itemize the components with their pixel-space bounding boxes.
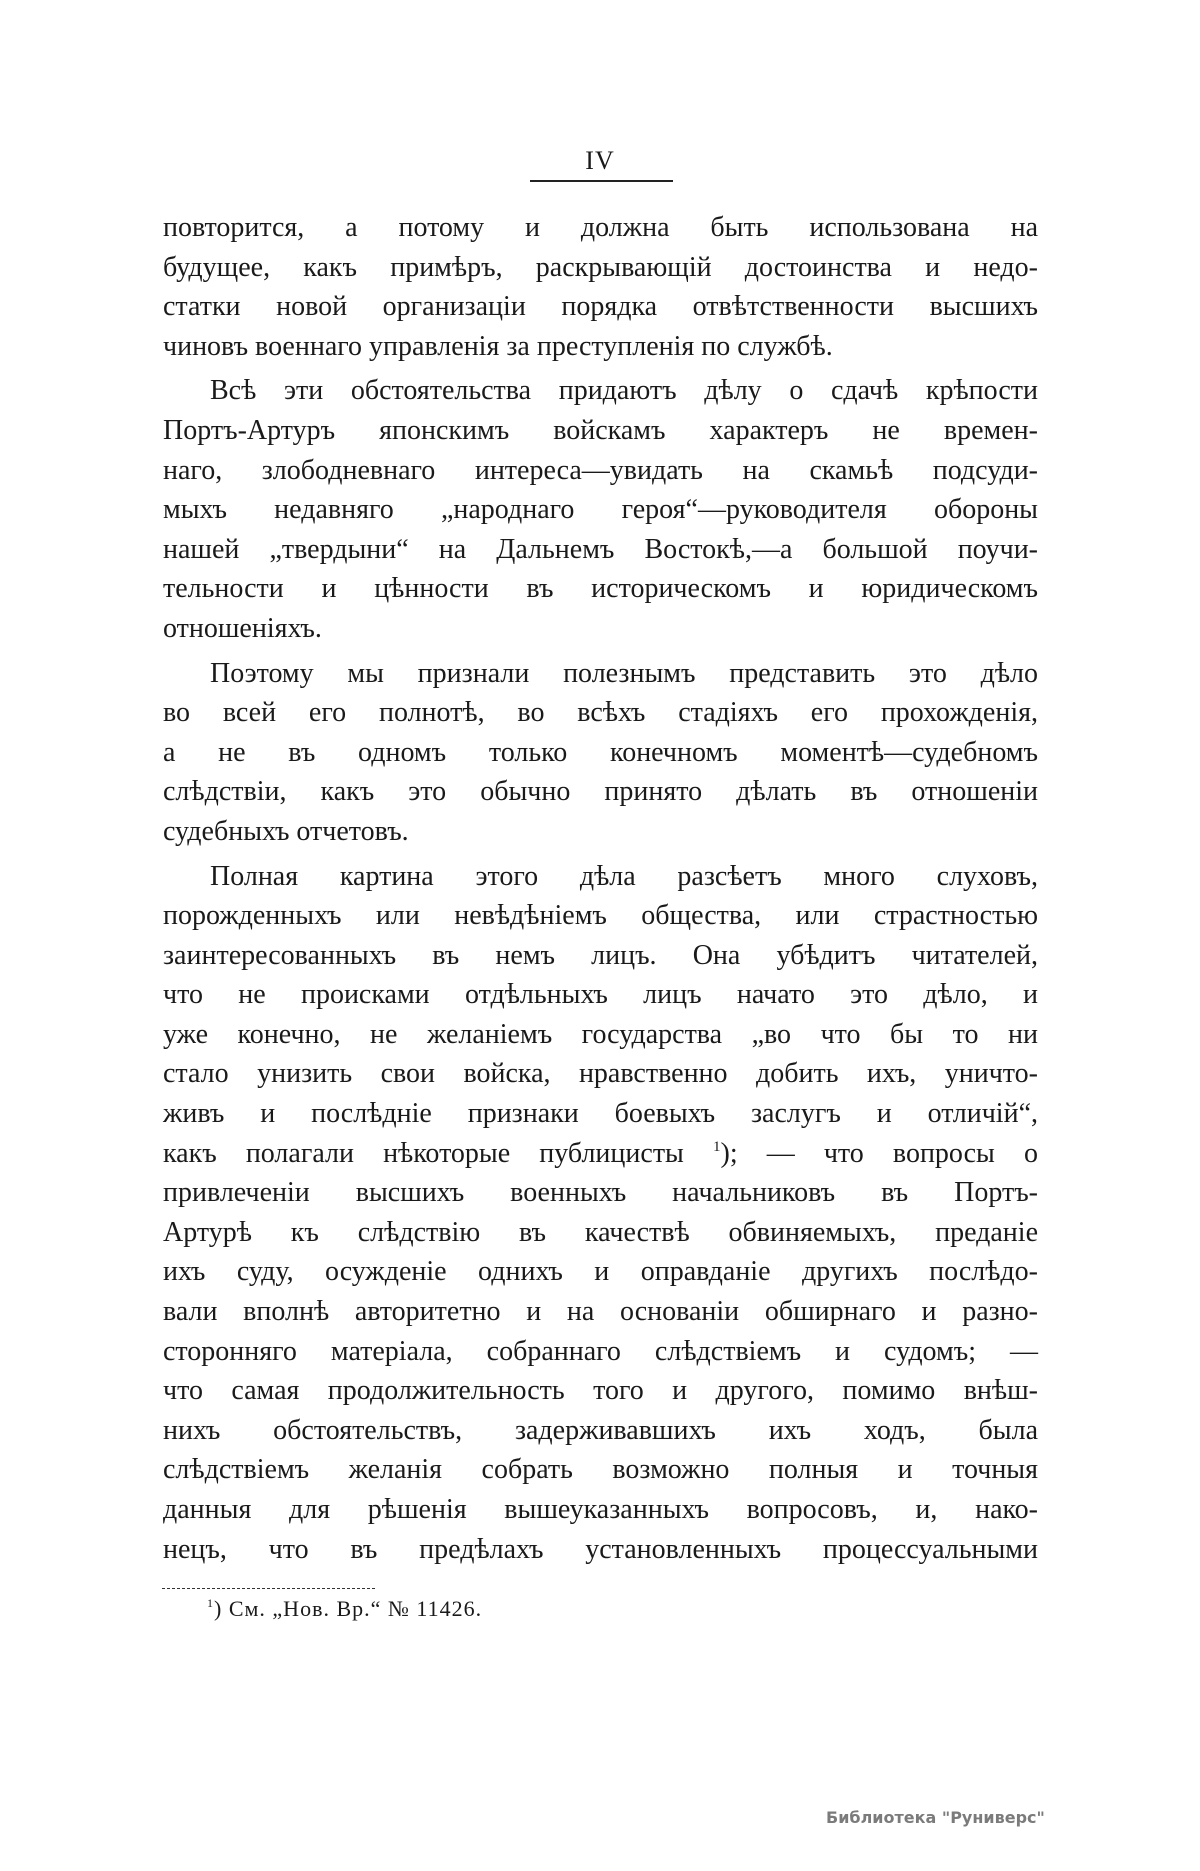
paragraph bbox=[163, 371, 1038, 648]
footnote-reference: 1 bbox=[713, 1138, 721, 1155]
text-line: заинтересованныхъ въ немъ лицъ. Она убѣдитъ читателей, bbox=[163, 939, 1038, 971]
text-line: Поэтому мы признали полезнымъ представить это дѣло bbox=[210, 657, 1038, 689]
text-line: нихъ обстоятельствъ, задерживавшихъ ихъ ходъ, была bbox=[163, 1414, 1038, 1446]
text-line: вали вполнѣ авторитетно и на основаніи обширнаго и разно- bbox=[163, 1296, 1038, 1328]
footnote-separator bbox=[162, 1588, 375, 1589]
footnote-text: ) См. „Нов. Вр.“ № 11426. bbox=[214, 1596, 483, 1621]
text-line: судебныхъ отчетовъ. bbox=[163, 815, 409, 847]
library-watermark: Библиотека "Руниверс" bbox=[826, 1808, 1045, 1827]
text-line: ихъ суду, осужденіе однихъ и оправданіе другихъ послѣдо- bbox=[163, 1256, 1038, 1288]
text-line: нецъ, что въ предѣлахъ установленныхъ процессуальными bbox=[163, 1533, 1038, 1565]
text-line: нашей „твердыни“ на Дальнемъ Востокѣ,—а большой поучи- bbox=[163, 533, 1038, 565]
text-line: что не происками отдѣльныхъ лицъ начато это дѣло, и bbox=[163, 979, 1038, 1011]
text-line: Всѣ эти обстоятельства придаютъ дѣлу о сдачѣ крѣпости bbox=[210, 375, 1038, 407]
text-line: Полная картина этого дѣла разсѣетъ много слуховъ, bbox=[210, 860, 1038, 892]
text-line: данныя для рѣшенія вышеуказанныхъ вопросовъ, и, нако- bbox=[163, 1494, 1038, 1525]
page-number: IV bbox=[585, 146, 615, 175]
text-line: наго, злободневнаго интереса—увидать на скамьѣ подсуди- bbox=[163, 454, 1038, 486]
text-line: Портъ-Артуръ японскимъ войскамъ характеръ не времен- bbox=[163, 414, 1038, 446]
text-line: какъ полагали нѣкоторые публицисты $^1$); — что вопросы о bbox=[163, 1137, 1038, 1169]
text-line: уже конечно, не желаніемъ государства „во что бы то ни bbox=[163, 1018, 1038, 1050]
paragraph bbox=[163, 654, 1038, 852]
text-line: стало унизить свои войска, нравственно добить ихъ, уничто- bbox=[163, 1058, 1038, 1090]
text-line: тельности и цѣнности въ историческомъ и юридическомъ bbox=[163, 573, 1038, 605]
body-text bbox=[163, 208, 1038, 1574]
paragraph bbox=[163, 208, 1038, 366]
text-line: а не въ одномъ только конечномъ моментѣ—судебномъ bbox=[163, 736, 1038, 768]
footnote bbox=[207, 1596, 482, 1622]
text-line: во всей его полнотѣ, во всѣхъ стадіяхъ его прохожденія, bbox=[163, 697, 1038, 729]
text-line: что самая продолжительность того и другого, помимо внѣш- bbox=[163, 1375, 1038, 1407]
paragraph bbox=[163, 857, 1038, 1570]
text-line: статки новой организаціи порядка отвѣтственности высшихъ bbox=[163, 291, 1038, 323]
text-line: будущее, какъ примѣръ, раскрывающій достоинства и недо- bbox=[163, 251, 1038, 283]
text-line: чиновъ военнаго управленія за преступленія по службѣ. bbox=[163, 330, 833, 362]
text-line: привлеченіи высшихъ военныхъ начальниковъ въ Портъ- bbox=[163, 1177, 1038, 1209]
footnote-marker: 1 bbox=[207, 1596, 214, 1610]
text-line: порожденныхъ или невѣдѣніемъ общества, или страстностью bbox=[163, 900, 1038, 932]
text-line: сторонняго матеріала, собраннаго слѣдствіемъ и судомъ; — bbox=[163, 1335, 1038, 1367]
text-line: Артурѣ къ слѣдствію въ качествѣ обвиняемыхъ, преданіе bbox=[163, 1216, 1038, 1248]
text-line: мыхъ недавняго „народнаго героя“—руководителя обороны bbox=[163, 494, 1038, 526]
header-rule bbox=[530, 180, 673, 182]
text-line: слѣдствіемъ желанія собрать возможно полныя и точныя bbox=[163, 1454, 1038, 1486]
text-line: слѣдствіи, какъ это обычно принято дѣлать въ отношеніи bbox=[163, 776, 1038, 808]
text-line: отношеніяхъ. bbox=[163, 612, 322, 644]
text-line: повторится, а потому и должна быть использована на bbox=[163, 212, 1038, 243]
text-line: живъ и послѣдніе признаки боевыхъ заслугъ и отличій“, bbox=[163, 1098, 1038, 1130]
